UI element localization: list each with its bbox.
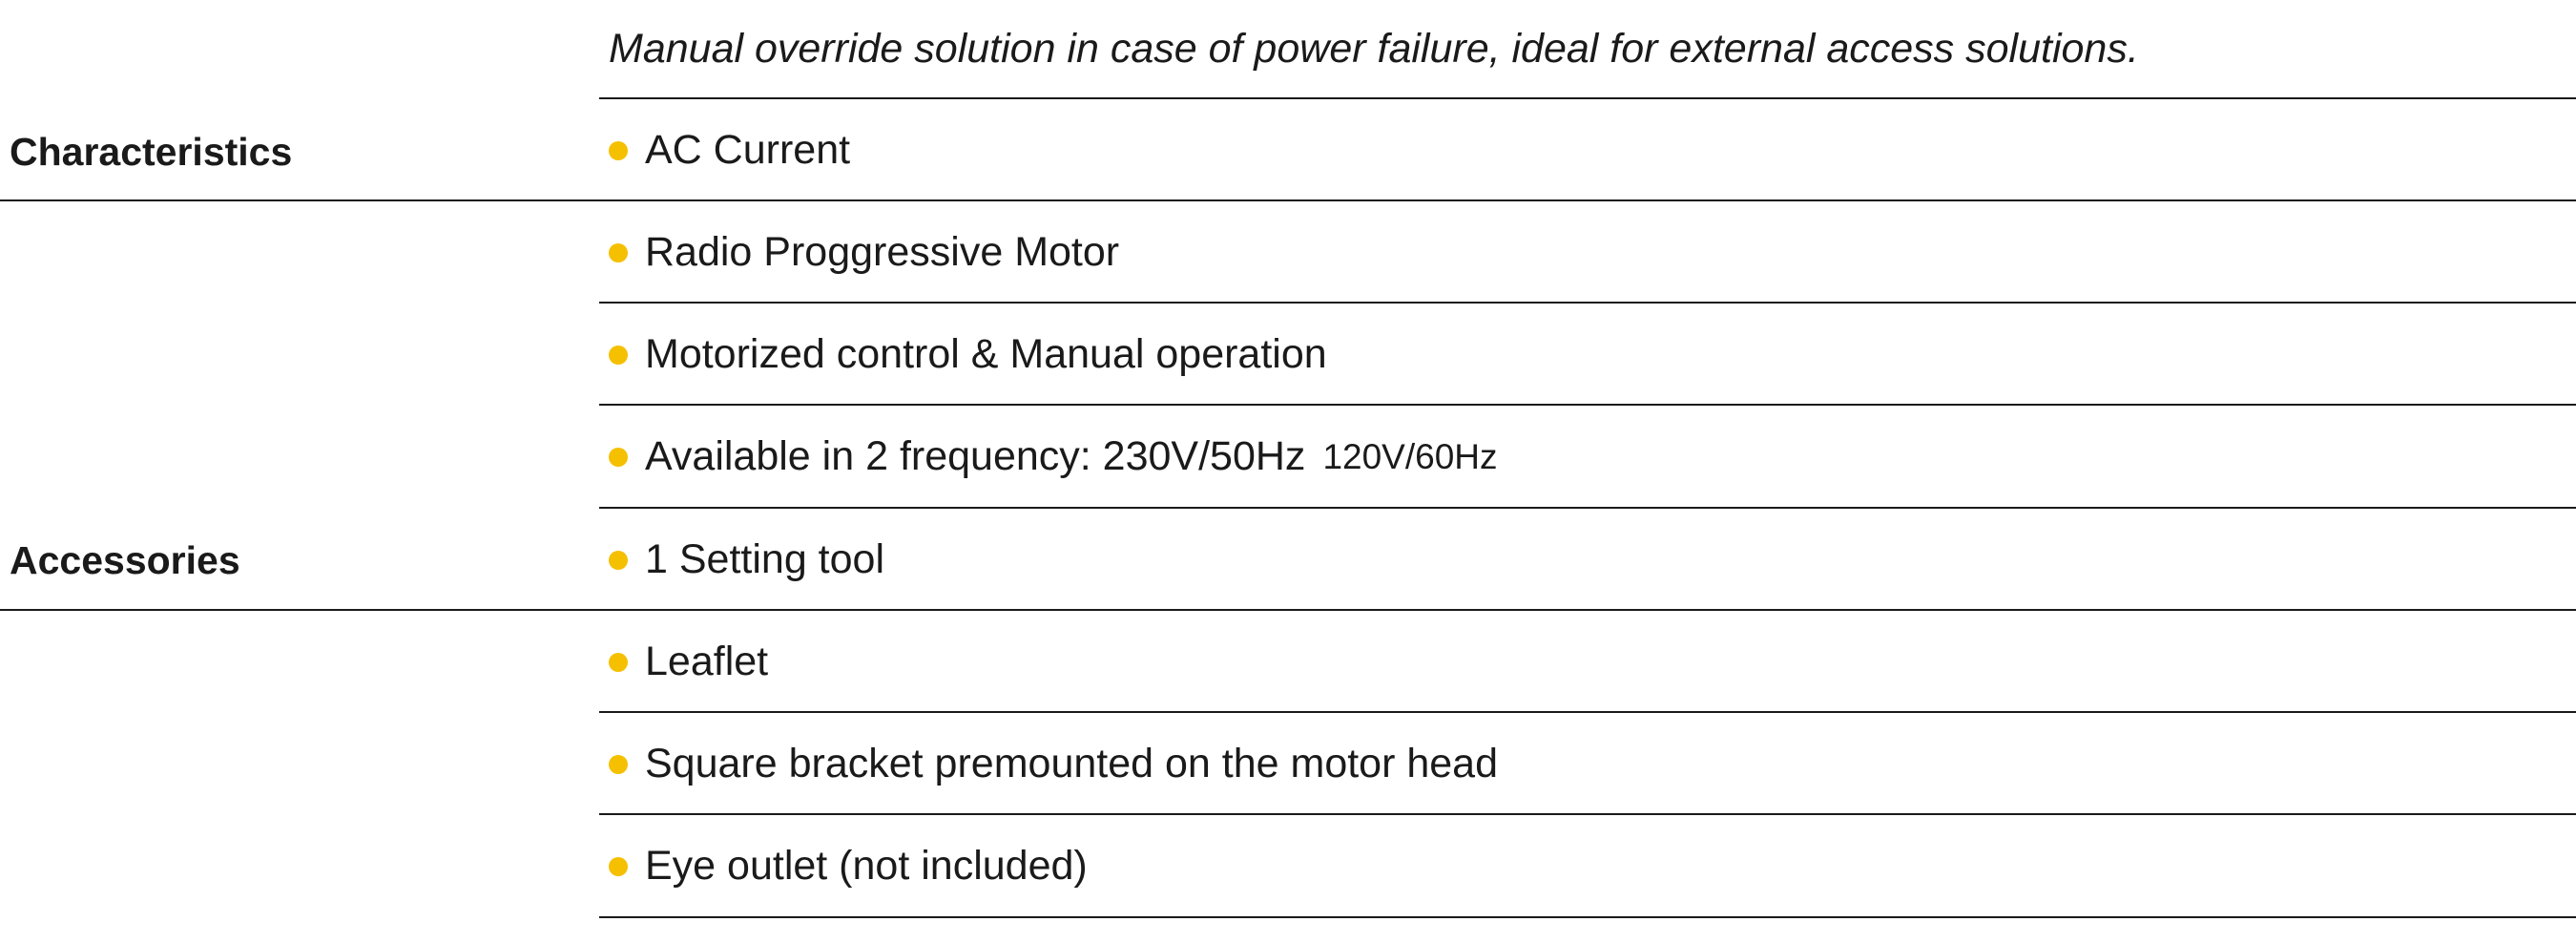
section-divider [0,199,2576,201]
label-characteristics: Characteristics [10,130,293,174]
item-text: Leaflet [645,639,769,684]
bullet-icon [609,653,628,672]
list-item [609,304,1327,406]
intro-text: Manual override solution in case of power failure, ideal for external access solutions. [609,26,2139,72]
item-note: 120V/60Hz [1322,436,1498,476]
item-text: Eye outlet (not included) [645,843,1088,889]
list-item [609,815,1088,917]
label-accessories: Accessories [10,538,240,582]
bullet-icon [609,141,628,160]
section-divider [0,609,2576,611]
item-text: Square bracket premounted on the motor head [645,741,1499,786]
item-text: AC Current [645,127,851,173]
list-item [609,611,768,713]
list-item [609,99,850,201]
bullet-icon [609,755,628,774]
list-item [609,201,1119,304]
bullet-icon [609,857,628,876]
item-text: Radio Proggressive Motor [645,229,1120,275]
divider [599,97,2576,99]
item-text: Motorized control & Manual operation [645,331,1327,377]
list-item [609,713,1498,815]
divider [599,507,2576,509]
item-text: Available in 2 frequency: 230V/50Hz [645,433,1306,479]
bullet-icon [609,243,628,262]
list-item [609,509,884,611]
divider [599,916,2576,918]
item-text: 1 Setting tool [645,536,885,582]
bullet-icon [609,346,628,365]
bullet-icon [609,448,628,467]
bullet-icon [609,551,628,570]
list-item [609,406,1498,508]
